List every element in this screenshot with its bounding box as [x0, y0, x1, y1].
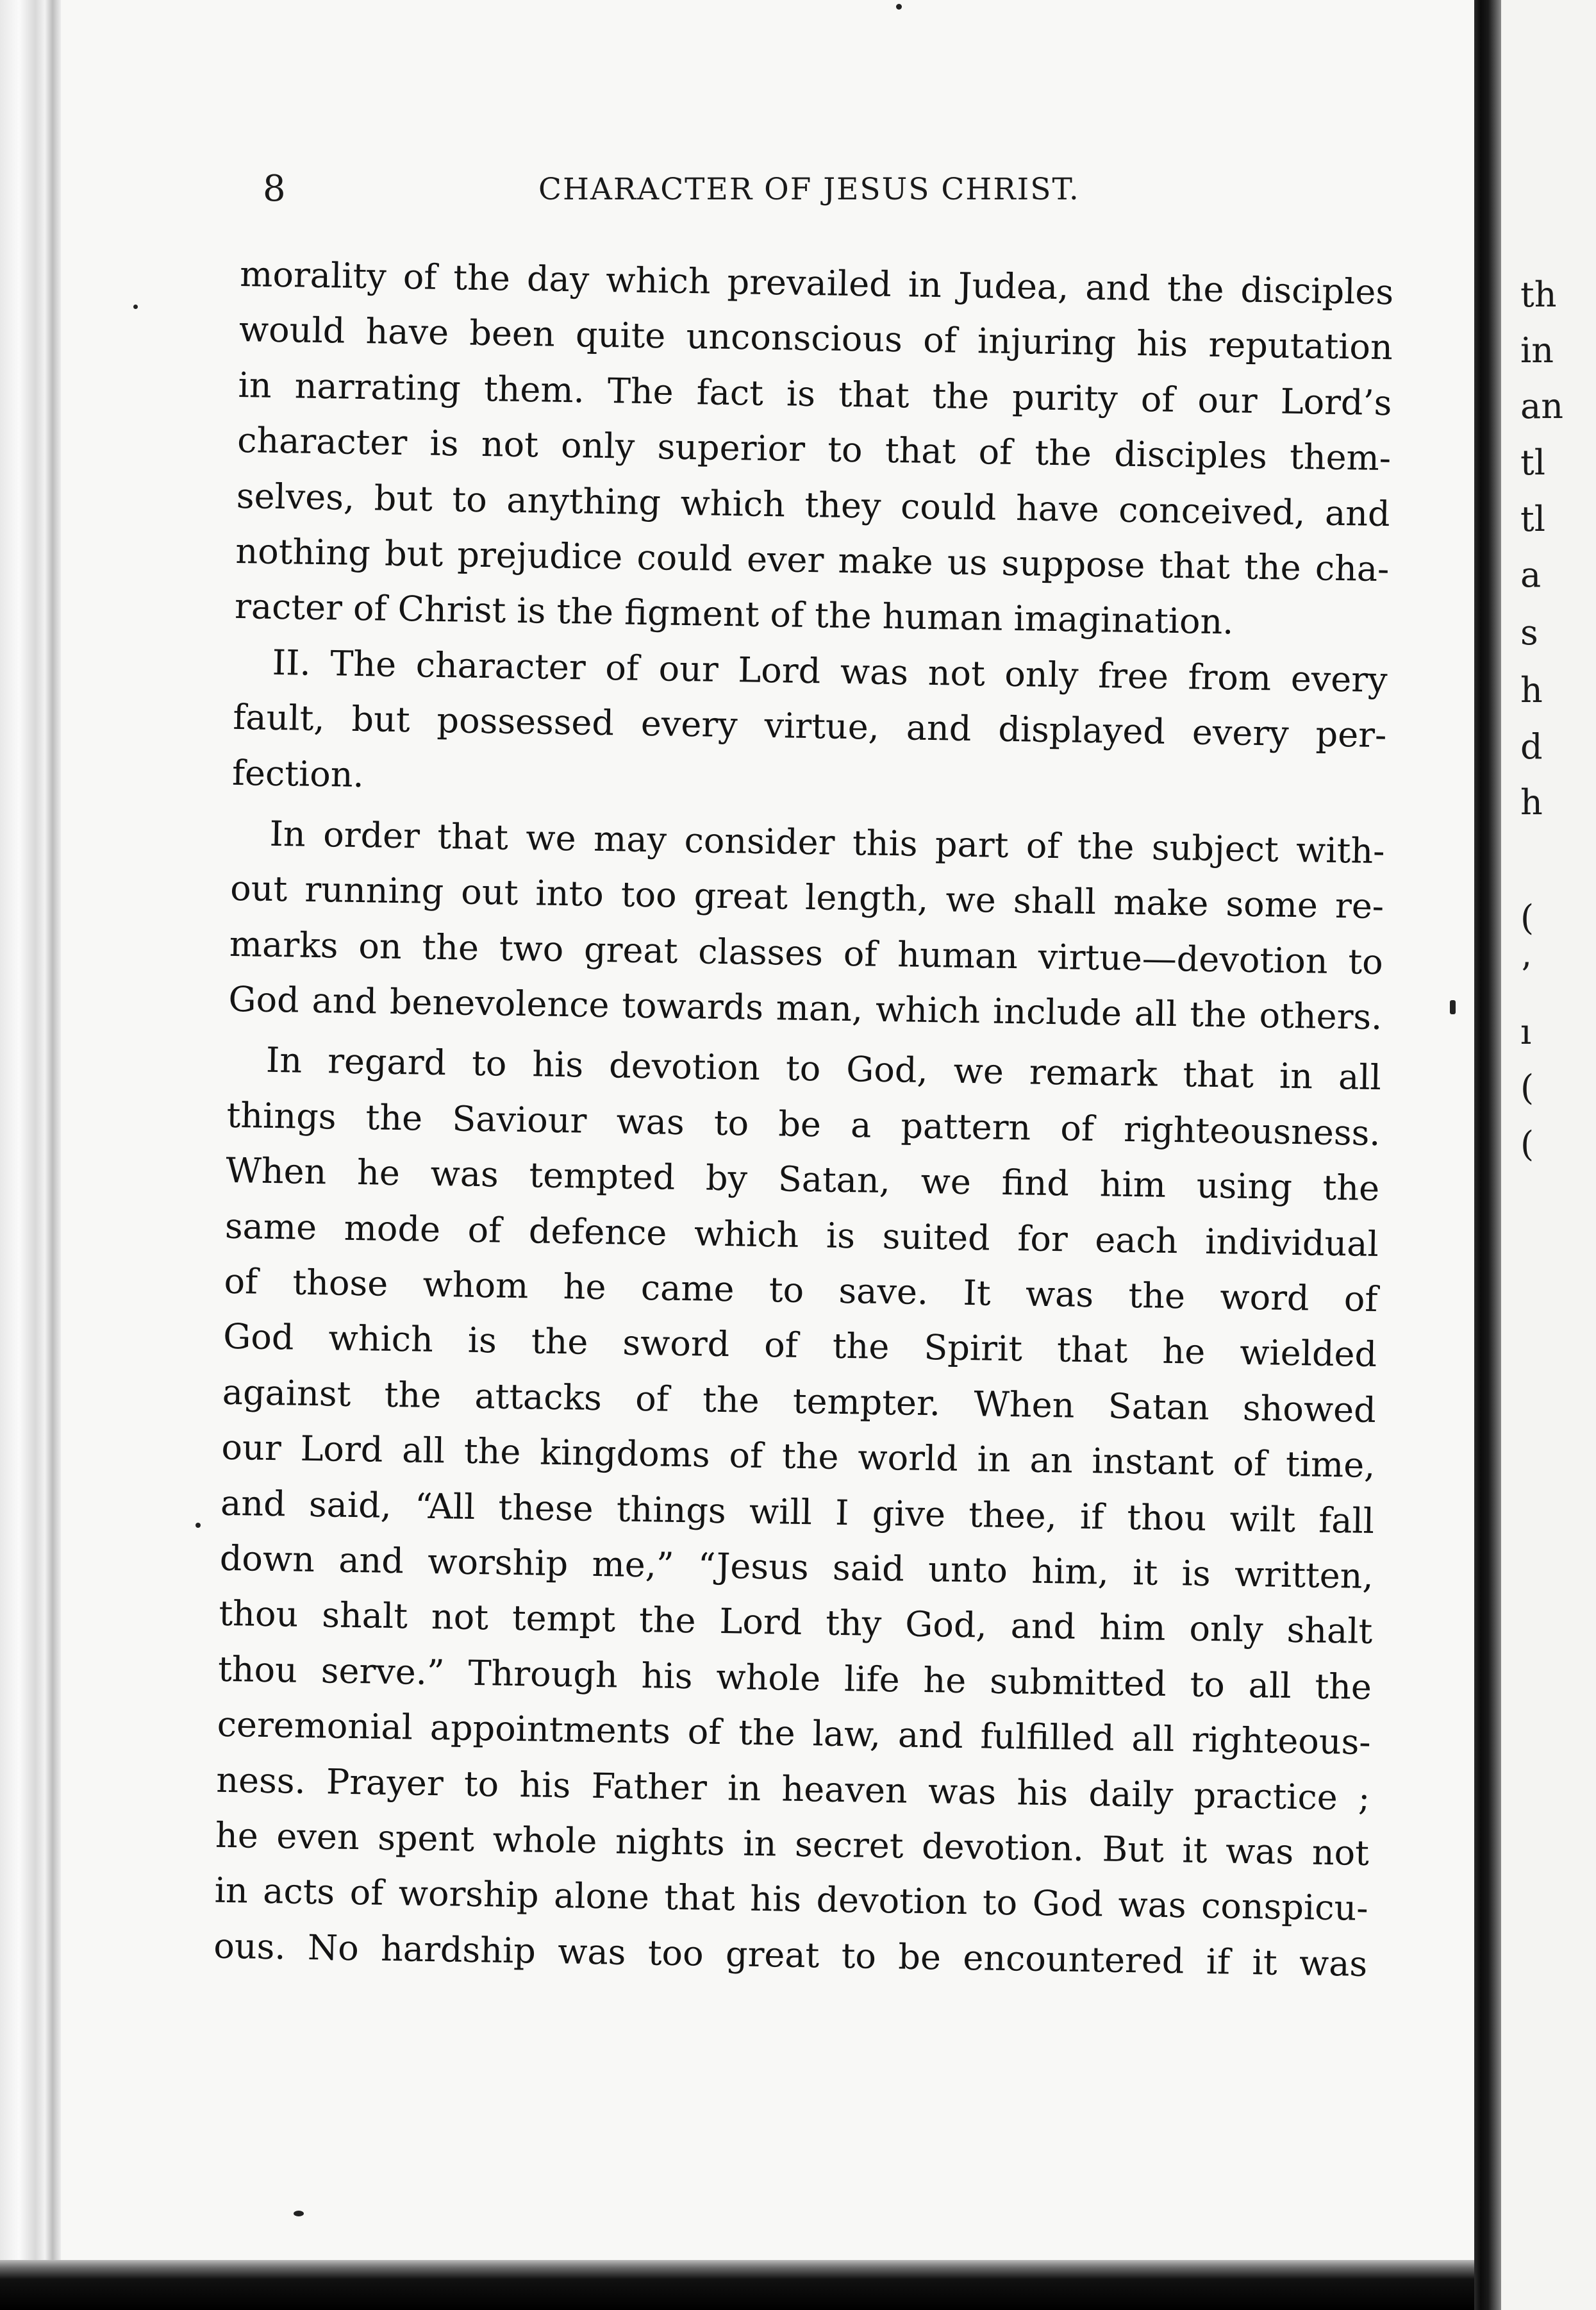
text-line: would have been quite unconscious of injuring his reputation — [238, 309, 1393, 368]
ink-speck — [294, 2211, 304, 2216]
text-line: fault, but possessed every virtue, and displayed every per- — [232, 697, 1387, 756]
text-line: in acts of worship alone that his devotion to God was conspicu- — [214, 1870, 1369, 1929]
facing-page-fragment: s — [1520, 612, 1538, 653]
facing-page-fragment: in — [1520, 330, 1554, 371]
text-line: In order that we may consider this part of the subject with- — [269, 813, 1385, 872]
text-line: of those whom he came to save. It was the word of — [224, 1260, 1378, 1320]
text-line: God and benevolence towards man, which include all the others. — [228, 978, 1383, 1038]
text-line: out running out into too great length, we shall make some re- — [229, 868, 1384, 927]
text-line: same mode of defence which is suited for each individual — [224, 1205, 1379, 1264]
ink-speck — [896, 4, 902, 10]
text-line: fection. — [231, 752, 365, 795]
facing-page-fragment: ı — [1520, 1012, 1532, 1052]
facing-page-fragment: th — [1520, 274, 1557, 315]
facing-page-fragment: h — [1520, 782, 1543, 823]
text-line: thou serve.” Through his whole life he submitted to all the — [217, 1648, 1372, 1707]
text-line: ceremonial appointments of the law, and fulfilled all righteous- — [217, 1703, 1372, 1763]
ink-speck — [133, 305, 138, 309]
text-line: In regard to his devotion to God, we remark that in all — [265, 1040, 1382, 1098]
facing-page-fragment: d — [1520, 726, 1543, 767]
text-line: ous. No hardship was too great to be encountered if it was — [213, 1925, 1368, 1984]
text-line: against the attacks of the tempter. When Satan showed — [222, 1371, 1377, 1430]
facing-page-fragment: an — [1520, 386, 1563, 426]
running-head — [263, 168, 1147, 210]
page-bottom-shadow — [0, 2260, 1474, 2310]
book-gutter — [1474, 0, 1501, 2310]
text-line: God which is the sword of the Spirit that he wielded — [222, 1316, 1377, 1375]
facing-page-fragment: ( — [1520, 1124, 1534, 1164]
text-line: in narrating them. The fact is that the purity of our Lord’s — [238, 364, 1392, 424]
facing-page-fragment: tl — [1520, 442, 1545, 483]
text-line: and said, “All these things will I give thee, if thou wilt fall — [220, 1482, 1375, 1541]
text-line: ness. Prayer to his Father in heaven was his daily practice ; — [215, 1759, 1370, 1818]
text-line: things the Saviour was to be a pattern of righteousness. — [226, 1094, 1381, 1153]
text-line: thou shalt not tempt the Lord thy God, and him only shalt — [219, 1593, 1373, 1652]
facing-page-fragment: tl — [1520, 499, 1545, 539]
text-line: When he was tempted by Satan, we find him using the — [225, 1150, 1380, 1209]
text-line: morality of the day which prevailed in Judea, and the disciples — [239, 253, 1394, 313]
text-line: racter of Christ is the figment of the human imagination. — [234, 586, 1234, 642]
facing-page-fragment: a — [1520, 555, 1542, 595]
text-line: marks on the two great classes of human virtue—devotion to — [229, 923, 1384, 982]
page-number: 8 — [263, 168, 287, 210]
facing-page-fragment: h — [1520, 670, 1543, 710]
ink-speck — [1450, 1000, 1456, 1014]
text-line: II. The character of our Lord was not only free from every — [272, 642, 1388, 700]
facing-page-fragment: ( — [1520, 898, 1534, 938]
text-line: down and worship me,” “Jesus said unto him, it is written, — [219, 1537, 1374, 1597]
text-line: our Lord all the kingdoms of the world in an instant of time, — [221, 1427, 1376, 1486]
facing-page-fragment: ’ — [1520, 955, 1532, 996]
text-line: he even spent whole nights in secret devotion. But it was not — [215, 1814, 1370, 1873]
running-head-title: CHARACTER OF JESUS CHRIST. — [538, 172, 1080, 207]
book-left-edge — [0, 0, 61, 2282]
text-line: character is not only superior to that of the disciples them- — [237, 420, 1392, 479]
text-line: nothing but prejudice could ever make us suppose that the cha- — [235, 530, 1390, 590]
text-line: selves, but to anything which they could have conceived, and — [236, 475, 1391, 534]
facing-page-fragment: ( — [1520, 1067, 1534, 1108]
body-text — [213, 247, 1394, 1992]
ink-speck — [195, 1523, 201, 1528]
